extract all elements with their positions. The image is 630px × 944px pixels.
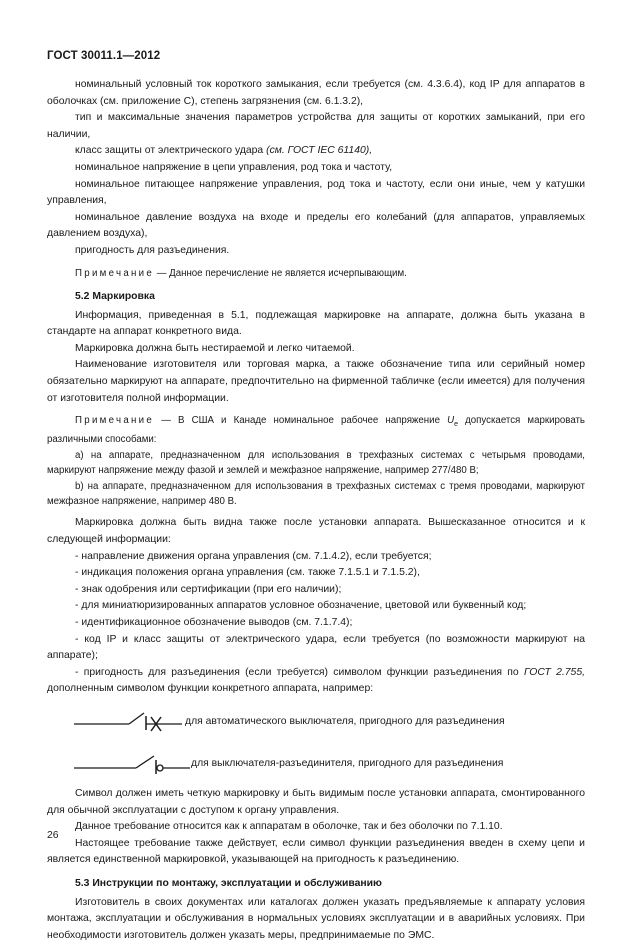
symbol-row-breaker bbox=[47, 702, 585, 742]
list-item bbox=[47, 665, 585, 698]
list-item: - идентификационное обозначение выводов (см. 7.1.7.4); bbox=[75, 617, 353, 629]
standard-header: ГОСТ 30011.1—2012 bbox=[47, 50, 161, 62]
switch-disconnector-symbol bbox=[74, 752, 192, 778]
note-item-b: b) на аппарате, предназначенном для использования в трехфазных системах с тремя проводами, маркируют межфазное напряжение, например 480 В. bbox=[47, 480, 585, 508]
paragraph: Наименование изготовителя или торговая марка, а также обозначение типа или серийный номер обязательно маркируют на аппарате, предпочтительно на фирменной табличке (если имеется) для получения от изготовителя полной информации. bbox=[47, 359, 585, 404]
note-text: — В США и Канаде номинальное рабочее напряжение bbox=[154, 415, 440, 427]
list-item-text-cont: дополненным символом функции конкретного аппарата, например: bbox=[47, 683, 374, 695]
list-item-text: - пригодность для разъединения (если требуется) символом функции разъединения по bbox=[75, 666, 519, 678]
paragraph bbox=[47, 143, 585, 160]
breaker-symbol-label: для автоматического выключателя, пригодного для разъединения bbox=[185, 716, 505, 727]
paragraph: номинальное давление воздуха на входе и пределы его колебаний (для аппаратов, управляемых давлением воздуха), bbox=[47, 211, 585, 240]
page-content bbox=[47, 77, 585, 944]
note-text: — Данное перечисление не является исчерпывающим. bbox=[154, 267, 407, 279]
paragraph: Данное требование относится как к аппаратам в оболочке, так и без оболочки по 7.1.10. bbox=[75, 821, 503, 833]
paragraph: номинальное напряжение в цепи управления, род тока и частоту, bbox=[75, 161, 393, 173]
voltage-symbol: U bbox=[447, 415, 455, 427]
paragraph: Символ должен иметь четкую маркировку и быть видимым после установки аппарата, смонтированного для обычной эксплуатации с доступом к органу управления. bbox=[47, 788, 585, 816]
note-label: Примечание bbox=[75, 415, 155, 427]
paragraph: Изготовитель в своих документах или каталогах должен указать предъявляемые к аппарату условия монтажа, эксплуатации и обслуживания в нормальных условиях эксплуатации и в аварийных условиях. При необходимости изготовитель должен указать меры, предпринимаемые по ЭМС. bbox=[47, 896, 585, 941]
page-number: 26 bbox=[47, 830, 59, 841]
list-item: - направление движения органа управления (см. 7.1.4.2), если требуется; bbox=[75, 550, 432, 562]
note-2 bbox=[47, 413, 585, 448]
paragraph: Информация, приведенная в 5.1, подлежащая маркировке на аппарате, должна быть указана в стандарте на аппарат конкретного вида. bbox=[47, 309, 585, 338]
paragraph: Настоящее требование также действует, если символ функции разъединения введен в схему цепи и является единственной маркировкой, указывающей на пригодность к разъединению. bbox=[47, 837, 585, 866]
note-item-a: a) на аппарате, предназначенном для использования в трехфазных системах с четырьмя проводами, маркируют напряжение между фазой и землей и межфазное напряжение, например 277/480 В; bbox=[47, 449, 585, 477]
section-heading-5-2: 5.2 Маркировка bbox=[75, 290, 155, 302]
section-heading-5-3: 5.3 Инструкции по монтажу, эксплуатации и обслуживанию bbox=[75, 877, 382, 889]
note-1 bbox=[47, 266, 585, 281]
symbol-row-disconnector bbox=[47, 744, 585, 784]
standard-reference: (см. ГОСТ IEC 61140), bbox=[266, 145, 373, 157]
list-item: - знак одобрения или сертификации (при его наличии); bbox=[75, 583, 342, 595]
list-item: - индикация положения органа управления (см. также 7.1.5.1 и 7.1.5.2), bbox=[75, 567, 420, 579]
note-text-cont: допускается маркировать различными способами: bbox=[47, 415, 585, 446]
paragraph: тип и максимальные значения параметров устройства для защиты от коротких замыканий, при его наличии, bbox=[47, 112, 585, 140]
paragraph: номинальный условный ток короткого замыкания, если требуется (см. 4.3.6.4), код IP для аппаратов в оболочках (см. приложение С), степень загрязнения (см. 6.1.3.2), bbox=[47, 79, 585, 107]
list-item: - код IP и класс защиты от электрического удара, если требуется (по возможности маркируют на аппарате); bbox=[47, 633, 585, 662]
paragraph: номинальное питающее напряжение управления, род тока и частоту, если они иные, чем у катушки управления, bbox=[47, 178, 585, 207]
paragraph: пригодность для разъединения. bbox=[75, 244, 230, 256]
paragraph-text: класс защиты от электрического удара bbox=[75, 145, 264, 157]
note-label: Примечание bbox=[75, 267, 155, 279]
disconnector-symbol-label: для выключателя-разъединителя, пригодного для разъединения bbox=[191, 758, 504, 769]
voltage-subscript: e bbox=[454, 421, 458, 429]
circuit-breaker-isolating-symbol bbox=[74, 710, 184, 734]
paragraph: Маркировка должна быть видна также после установки аппарата. Вышесказанное относится и к следующей информации: bbox=[47, 517, 585, 546]
paragraph: Маркировка должна быть нестираемой и легко читаемой. bbox=[75, 342, 355, 354]
standard-reference: ГОСТ 2.755, bbox=[523, 666, 585, 678]
list-item: - для миниатюризированных аппаратов условное обозначение, цветовой или буквенный код; bbox=[75, 600, 527, 612]
